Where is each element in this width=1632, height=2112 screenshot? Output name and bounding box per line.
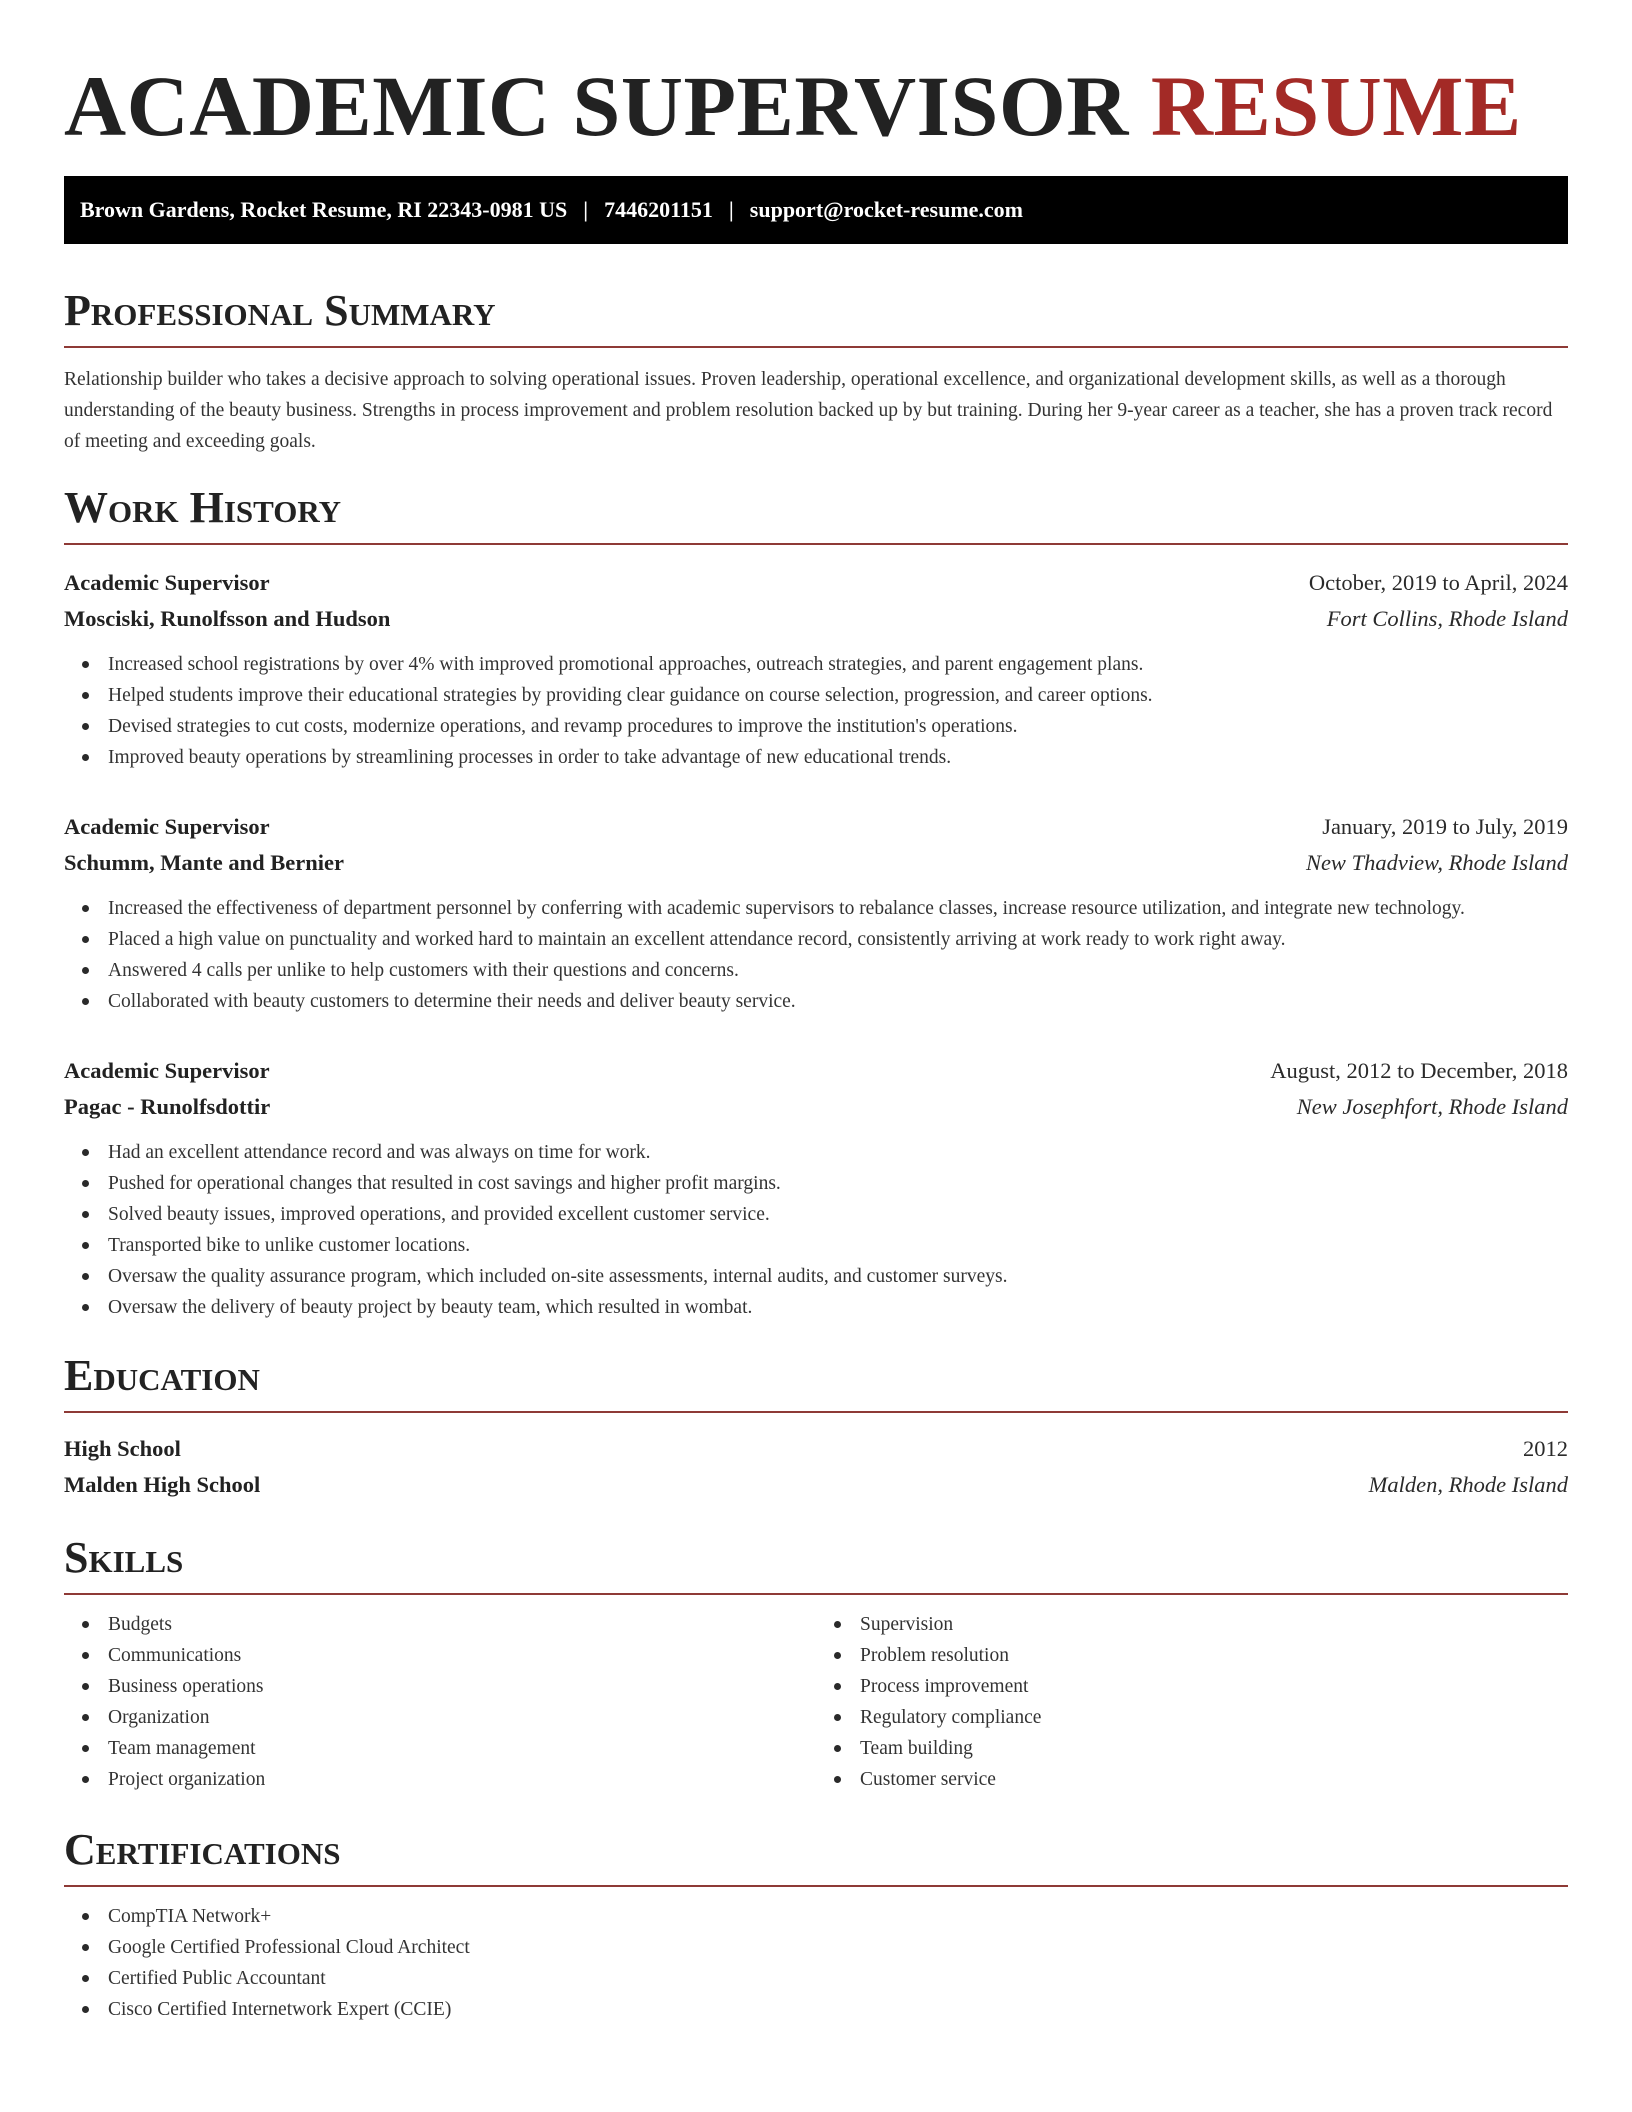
- job-entry: [64, 565, 1568, 773]
- job-dates: August, 2012 to December, 2018: [1270, 1058, 1568, 1083]
- education-location: Malden, Rhode Island: [1368, 1472, 1568, 1497]
- job-bullet: Increased school registrations by over 4% with improved promotional approaches, outreach strategies, and parent engagement plans.: [108, 649, 1568, 680]
- job-title-row: [64, 565, 1568, 601]
- job-title: Academic Supervisor: [64, 814, 270, 839]
- certification-item: Cisco Certified Internetwork Expert (CCIE): [108, 1994, 1568, 2025]
- job-bullets: [64, 893, 1568, 1017]
- skill-item: Process improvement: [860, 1671, 1568, 1702]
- education-school-row: [64, 1467, 1568, 1503]
- education-heading: Education: [64, 1351, 1568, 1413]
- job-title-row: [64, 809, 1568, 845]
- skill-item: Budgets: [108, 1609, 816, 1640]
- job-company-row: [64, 1089, 1568, 1125]
- job-dates: October, 2019 to April, 2024: [1308, 570, 1568, 595]
- job-company-row: [64, 845, 1568, 881]
- job-location: Fort Collins, Rhode Island: [1326, 606, 1568, 631]
- job-company: Pagac - Runolfsdottir: [64, 1094, 271, 1119]
- skill-item: Communications: [108, 1640, 816, 1671]
- skill-item: Regulatory compliance: [860, 1702, 1568, 1733]
- education-entry: [64, 1431, 1568, 1503]
- job-company: Mosciski, Runolfsson and Hudson: [64, 606, 391, 631]
- job-company-row: [64, 601, 1568, 637]
- job-bullet: Pushed for operational changes that resulted in cost savings and higher profit margins.: [108, 1168, 1568, 1199]
- resume-title: [64, 0, 1568, 156]
- job-bullet: Helped students improve their educational strategies by providing clear guidance on course selection, progression, and career options.: [108, 680, 1568, 711]
- job-entry: [64, 809, 1568, 1017]
- job-entry: [64, 1053, 1568, 1323]
- education-year: 2012: [1523, 1436, 1568, 1461]
- job-location: New Josephfort, Rhode Island: [1296, 1094, 1568, 1119]
- skills-list-right: [816, 1609, 1568, 1795]
- job-bullet: Oversaw the delivery of beauty project by beauty team, which resulted in wombat.: [108, 1292, 1568, 1323]
- skills-heading: Skills: [64, 1533, 1568, 1595]
- job-bullet: Answered 4 calls per unlike to help customers with their questions and concerns.: [108, 955, 1568, 986]
- contact-separator: |: [583, 197, 589, 222]
- title-accent: RESUME: [1150, 58, 1522, 154]
- certifications-heading: Certifications: [64, 1825, 1568, 1887]
- job-company: Schumm, Mante and Bernier: [64, 850, 344, 875]
- certifications-list: [64, 1901, 1568, 2025]
- summary-heading: Professional Summary: [64, 286, 1568, 348]
- job-bullets: [64, 1137, 1568, 1323]
- contact-separator: |: [728, 197, 734, 222]
- job-bullet: Collaborated with beauty customers to determine their needs and deliver beauty service.: [108, 986, 1568, 1017]
- skill-item: Supervision: [860, 1609, 1568, 1640]
- certification-item: Certified Public Accountant: [108, 1963, 1568, 1994]
- education-degree-row: [64, 1431, 1568, 1467]
- education-school: Malden High School: [64, 1472, 261, 1497]
- skill-item: Team building: [860, 1733, 1568, 1764]
- job-location: New Thadview, Rhode Island: [1305, 850, 1568, 875]
- skills-columns: [64, 1609, 1568, 1795]
- skill-item: Customer service: [860, 1764, 1568, 1795]
- job-title-row: [64, 1053, 1568, 1089]
- skill-item: Team management: [108, 1733, 816, 1764]
- certification-item: CompTIA Network+: [108, 1901, 1568, 1932]
- job-bullet: Placed a high value on punctuality and worked hard to maintain an excellent attendance record, consistently arriving at work ready to work right away.: [108, 924, 1568, 955]
- certification-item: Google Certified Professional Cloud Architect: [108, 1932, 1568, 1963]
- job-bullet: Had an excellent attendance record and was always on time for work.: [108, 1137, 1568, 1168]
- education-degree: High School: [64, 1436, 181, 1461]
- skill-item: Project organization: [108, 1764, 816, 1795]
- contact-email: support@rocket-resume.com: [749, 197, 1023, 222]
- job-bullet: Transported bike to unlike customer locations.: [108, 1230, 1568, 1261]
- job-bullet: Improved beauty operations by streamlining processes in order to take advantage of new educational trends.: [108, 742, 1568, 773]
- job-bullet: Solved beauty issues, improved operations, and provided excellent customer service.: [108, 1199, 1568, 1230]
- job-bullet: Oversaw the quality assurance program, which included on-site assessments, internal audits, and customer surveys.: [108, 1261, 1568, 1292]
- skills-list-left: [64, 1609, 816, 1795]
- summary-text: Relationship builder who takes a decisive approach to solving operational issues. Proven leadership, operational excellence, and organizational development skills, as well as a thorough understanding of the beauty business. Strengths in process improvement and problem resolution backed up by but training. During her 9-year career as a teacher, she has a proven track record of meeting and exceeding goals.: [64, 369, 1553, 452]
- job-bullet: Devised strategies to cut costs, modernize operations, and revamp procedures to improve the institution's operations.: [108, 711, 1568, 742]
- contact-address: Brown Gardens, Rocket Resume, RI 22343-0981 US: [80, 197, 568, 222]
- contact-phone: 7446201151: [604, 197, 713, 222]
- skill-item: Organization: [108, 1702, 816, 1733]
- work-history-heading: Work History: [64, 483, 1568, 545]
- job-bullet: Increased the effectiveness of department personnel by conferring with academic supervisors to rebalance classes, increase resource utilization, and integrate new technology.: [108, 893, 1568, 924]
- job-bullets: [64, 649, 1568, 773]
- job-dates: January, 2019 to July, 2019: [1322, 814, 1568, 839]
- skill-item: Business operations: [108, 1671, 816, 1702]
- title-main: ACADEMIC SUPERVISOR: [64, 58, 1129, 154]
- skill-item: Problem resolution: [860, 1640, 1568, 1671]
- job-title: Academic Supervisor: [64, 570, 270, 595]
- job-title: Academic Supervisor: [64, 1058, 270, 1083]
- contact-bar: [64, 176, 1568, 244]
